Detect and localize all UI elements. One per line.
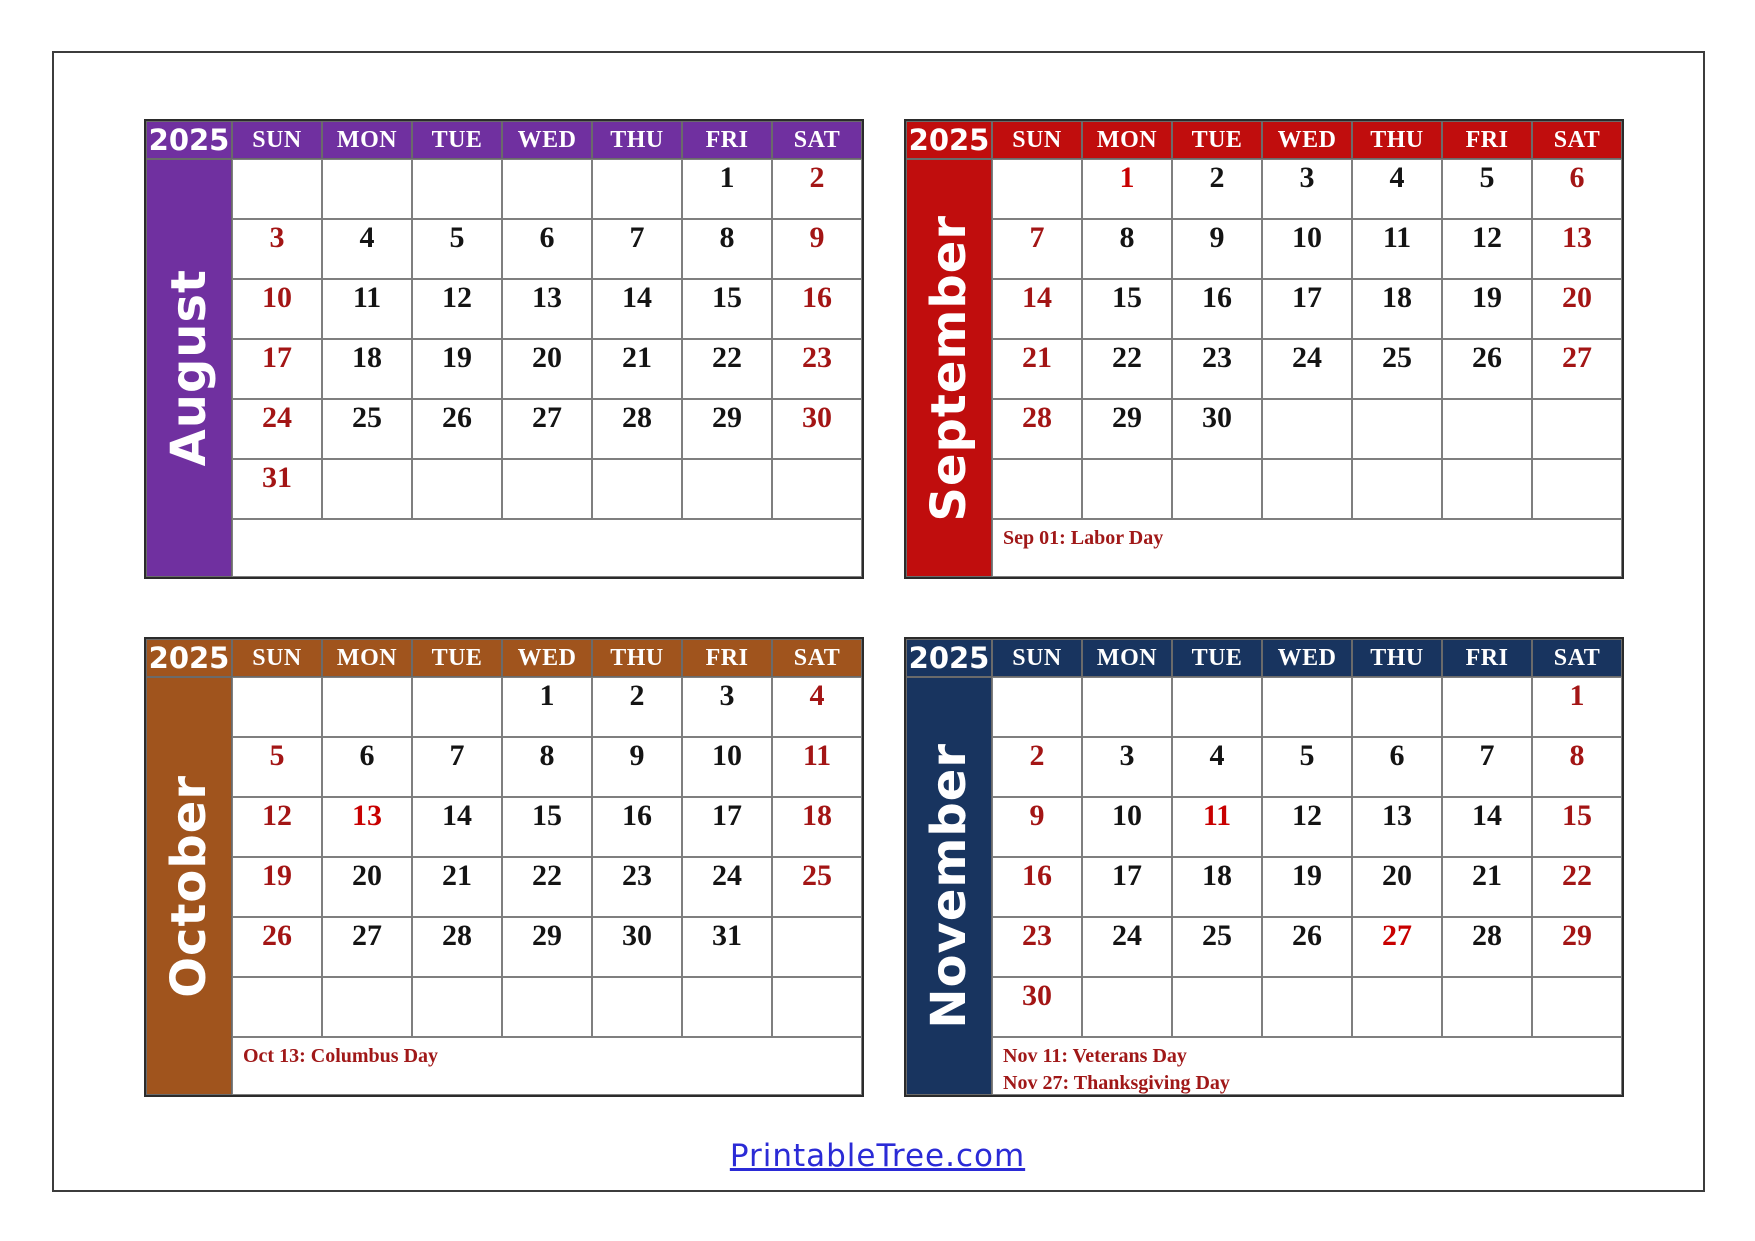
day-cell: 15 [502, 797, 592, 857]
weekday-header-fri: FRI [1442, 639, 1532, 677]
day-cell [592, 459, 682, 519]
day-cell: 16 [1172, 279, 1262, 339]
weekday-header-sun: SUN [232, 121, 322, 159]
month-name: September [921, 214, 977, 522]
day-cell [1442, 977, 1532, 1037]
weekday-header-tue: TUE [1172, 121, 1262, 159]
day-cell: 7 [1442, 737, 1532, 797]
footer-link[interactable]: PrintableTree.com [729, 1138, 1026, 1174]
holiday-notes [992, 519, 1622, 577]
day-cell: 8 [1532, 737, 1622, 797]
day-cell: 12 [1262, 797, 1352, 857]
day-cell [322, 977, 412, 1037]
day-cell [1442, 459, 1532, 519]
day-cell: 21 [412, 857, 502, 917]
day-cell: 22 [682, 339, 772, 399]
day-cell [322, 677, 412, 737]
day-cell: 19 [232, 857, 322, 917]
day-cell [502, 977, 592, 1037]
calendar-november [904, 637, 1624, 1097]
day-cell: 9 [1172, 219, 1262, 279]
year-label: 2025 [146, 639, 232, 677]
day-cell: 30 [772, 399, 862, 459]
day-cell: 9 [592, 737, 682, 797]
day-cell [322, 459, 412, 519]
day-cell: 13 [1532, 219, 1622, 279]
day-cell: 23 [992, 917, 1082, 977]
day-cell [592, 159, 682, 219]
weekday-header-fri: FRI [1442, 121, 1532, 159]
day-cell [412, 977, 502, 1037]
day-cell: 26 [1262, 917, 1352, 977]
weekday-header-fri: FRI [682, 121, 772, 159]
day-cell [1082, 977, 1172, 1037]
day-cell [412, 677, 502, 737]
day-cell [1262, 399, 1352, 459]
day-cell: 27 [502, 399, 592, 459]
day-cell: 10 [1262, 219, 1352, 279]
weekday-header-mon: MON [1082, 121, 1172, 159]
day-cell [1352, 677, 1442, 737]
day-cell: 21 [1442, 857, 1532, 917]
weekday-header-sun: SUN [992, 121, 1082, 159]
day-cell: 31 [232, 459, 322, 519]
day-cell: 28 [1442, 917, 1532, 977]
day-cell: 18 [772, 797, 862, 857]
day-cell: 30 [1172, 399, 1262, 459]
day-cell [1352, 399, 1442, 459]
weekday-header-thu: THU [592, 121, 682, 159]
day-cell: 21 [992, 339, 1082, 399]
day-cell: 9 [772, 219, 862, 279]
day-cell: 4 [322, 219, 412, 279]
weekday-header-sat: SAT [1532, 639, 1622, 677]
day-cell [502, 159, 592, 219]
day-cell [682, 977, 772, 1037]
day-cell: 23 [772, 339, 862, 399]
day-cell: 13 [1352, 797, 1442, 857]
day-cell: 12 [1442, 219, 1532, 279]
year-label: 2025 [146, 121, 232, 159]
day-cell: 18 [322, 339, 412, 399]
day-cell: 10 [682, 737, 772, 797]
day-cell: 16 [592, 797, 682, 857]
day-cell: 11 [1172, 797, 1262, 857]
day-cell: 24 [682, 857, 772, 917]
day-cell: 2 [992, 737, 1082, 797]
day-cell [1532, 399, 1622, 459]
day-cell: 6 [1352, 737, 1442, 797]
day-cell: 1 [1532, 677, 1622, 737]
day-cell: 22 [1532, 857, 1622, 917]
day-cell: 25 [772, 857, 862, 917]
day-cell [1172, 677, 1262, 737]
day-cell [1442, 399, 1532, 459]
holiday-notes [232, 1037, 862, 1095]
day-cell: 24 [1262, 339, 1352, 399]
holiday-notes [232, 519, 862, 577]
day-cell [232, 977, 322, 1037]
day-cell: 13 [322, 797, 412, 857]
day-cell: 23 [1172, 339, 1262, 399]
day-cell [1352, 977, 1442, 1037]
day-cell: 17 [1082, 857, 1172, 917]
day-cell: 28 [412, 917, 502, 977]
day-cell: 6 [502, 219, 592, 279]
day-cell: 2 [1172, 159, 1262, 219]
day-cell: 30 [992, 977, 1082, 1037]
day-cell: 24 [1082, 917, 1172, 977]
day-cell [682, 459, 772, 519]
day-cell [1082, 677, 1172, 737]
day-cell: 10 [232, 279, 322, 339]
day-cell: 8 [1082, 219, 1172, 279]
day-cell [1532, 459, 1622, 519]
day-cell: 15 [1532, 797, 1622, 857]
day-cell: 2 [592, 677, 682, 737]
day-cell: 1 [682, 159, 772, 219]
day-cell: 22 [1082, 339, 1172, 399]
month-name: August [161, 269, 217, 467]
day-cell [992, 677, 1082, 737]
weekday-header-thu: THU [592, 639, 682, 677]
day-cell: 18 [1172, 857, 1262, 917]
month-name: November [921, 743, 977, 1029]
day-cell: 12 [412, 279, 502, 339]
day-cell [1262, 677, 1352, 737]
day-cell: 4 [1352, 159, 1442, 219]
weekday-header-sat: SAT [772, 121, 862, 159]
day-cell: 12 [232, 797, 322, 857]
day-cell: 16 [992, 857, 1082, 917]
day-cell: 6 [322, 737, 412, 797]
day-cell [772, 917, 862, 977]
day-cell: 28 [592, 399, 682, 459]
day-cell [1262, 977, 1352, 1037]
day-cell: 30 [592, 917, 682, 977]
weekday-header-sat: SAT [772, 639, 862, 677]
weekday-header-tue: TUE [1172, 639, 1262, 677]
day-cell [232, 677, 322, 737]
day-cell [1442, 677, 1532, 737]
month-name: October [161, 774, 217, 998]
holiday-note: Nov 11: Veterans Day [1003, 1045, 1187, 1067]
day-cell: 28 [992, 399, 1082, 459]
day-cell [412, 459, 502, 519]
day-cell: 22 [502, 857, 592, 917]
day-cell: 15 [1082, 279, 1172, 339]
day-cell: 3 [232, 219, 322, 279]
weekday-header-thu: THU [1352, 639, 1442, 677]
year-label: 2025 [906, 121, 992, 159]
day-cell: 29 [1082, 399, 1172, 459]
day-cell: 25 [322, 399, 412, 459]
weekday-header-fri: FRI [682, 639, 772, 677]
day-cell [1172, 459, 1262, 519]
day-cell: 25 [1352, 339, 1442, 399]
month-sidebar [146, 677, 232, 1095]
day-cell [322, 159, 412, 219]
day-cell: 26 [412, 399, 502, 459]
weekday-header-mon: MON [1082, 639, 1172, 677]
day-cell: 20 [1352, 857, 1442, 917]
calendar-october [144, 637, 864, 1097]
day-cell: 3 [682, 677, 772, 737]
day-cell: 17 [1262, 279, 1352, 339]
day-cell: 15 [682, 279, 772, 339]
month-sidebar [906, 677, 992, 1095]
day-cell: 19 [1262, 857, 1352, 917]
day-cell: 14 [992, 279, 1082, 339]
day-cell: 7 [992, 219, 1082, 279]
weekday-header-thu: THU [1352, 121, 1442, 159]
holiday-note: Sep 01: Labor Day [1003, 527, 1164, 549]
day-cell [772, 459, 862, 519]
day-cell [1532, 977, 1622, 1037]
calendar-september [904, 119, 1624, 579]
day-cell [412, 159, 502, 219]
day-cell: 20 [322, 857, 412, 917]
day-cell: 5 [412, 219, 502, 279]
day-cell: 5 [232, 737, 322, 797]
day-cell: 5 [1442, 159, 1532, 219]
day-cell: 17 [232, 339, 322, 399]
day-cell: 19 [1442, 279, 1532, 339]
day-cell: 8 [502, 737, 592, 797]
day-cell: 4 [1172, 737, 1262, 797]
day-cell: 27 [322, 917, 412, 977]
day-cell: 26 [232, 917, 322, 977]
weekday-header-sun: SUN [232, 639, 322, 677]
day-cell: 1 [1082, 159, 1172, 219]
day-cell: 7 [592, 219, 682, 279]
weekday-header-wed: WED [1262, 121, 1352, 159]
calendar-august [144, 119, 864, 579]
day-cell: 11 [1352, 219, 1442, 279]
day-cell: 14 [1442, 797, 1532, 857]
day-cell: 24 [232, 399, 322, 459]
holiday-note: Nov 27: Thanksgiving Day [1003, 1072, 1230, 1094]
day-cell: 3 [1262, 159, 1352, 219]
day-cell [1262, 459, 1352, 519]
weekday-header-mon: MON [322, 121, 412, 159]
day-cell: 18 [1352, 279, 1442, 339]
day-cell: 16 [772, 279, 862, 339]
day-cell: 6 [1532, 159, 1622, 219]
day-cell: 20 [1532, 279, 1622, 339]
day-cell: 9 [992, 797, 1082, 857]
month-sidebar [146, 159, 232, 577]
day-cell: 31 [682, 917, 772, 977]
day-cell: 19 [412, 339, 502, 399]
day-cell [992, 159, 1082, 219]
day-cell [232, 159, 322, 219]
month-sidebar [906, 159, 992, 577]
day-cell: 17 [682, 797, 772, 857]
day-cell [772, 977, 862, 1037]
day-cell: 13 [502, 279, 592, 339]
day-cell [592, 977, 682, 1037]
day-cell: 10 [1082, 797, 1172, 857]
day-cell [1172, 977, 1262, 1037]
day-cell: 11 [772, 737, 862, 797]
day-cell: 23 [592, 857, 682, 917]
day-cell: 14 [412, 797, 502, 857]
day-cell: 29 [682, 399, 772, 459]
day-cell: 20 [502, 339, 592, 399]
day-cell: 5 [1262, 737, 1352, 797]
weekday-header-tue: TUE [412, 639, 502, 677]
weekday-header-tue: TUE [412, 121, 502, 159]
day-cell: 2 [772, 159, 862, 219]
holiday-notes [992, 1037, 1622, 1095]
day-cell: 29 [1532, 917, 1622, 977]
day-cell [502, 459, 592, 519]
day-cell: 14 [592, 279, 682, 339]
footer [0, 1138, 1755, 1174]
weekday-header-wed: WED [1262, 639, 1352, 677]
year-label: 2025 [906, 639, 992, 677]
day-cell: 1 [502, 677, 592, 737]
weekday-header-mon: MON [322, 639, 412, 677]
weekday-header-wed: WED [502, 121, 592, 159]
day-cell: 3 [1082, 737, 1172, 797]
day-cell [1352, 459, 1442, 519]
day-cell: 8 [682, 219, 772, 279]
day-cell: 25 [1172, 917, 1262, 977]
day-cell [1082, 459, 1172, 519]
day-cell: 29 [502, 917, 592, 977]
day-cell [992, 459, 1082, 519]
weekday-header-wed: WED [502, 639, 592, 677]
day-cell: 4 [772, 677, 862, 737]
day-cell: 27 [1352, 917, 1442, 977]
weekday-header-sat: SAT [1532, 121, 1622, 159]
weekday-header-sun: SUN [992, 639, 1082, 677]
holiday-note: Oct 13: Columbus Day [243, 1045, 439, 1067]
day-cell: 26 [1442, 339, 1532, 399]
day-cell: 27 [1532, 339, 1622, 399]
day-cell: 11 [322, 279, 412, 339]
day-cell: 21 [592, 339, 682, 399]
day-cell: 7 [412, 737, 502, 797]
